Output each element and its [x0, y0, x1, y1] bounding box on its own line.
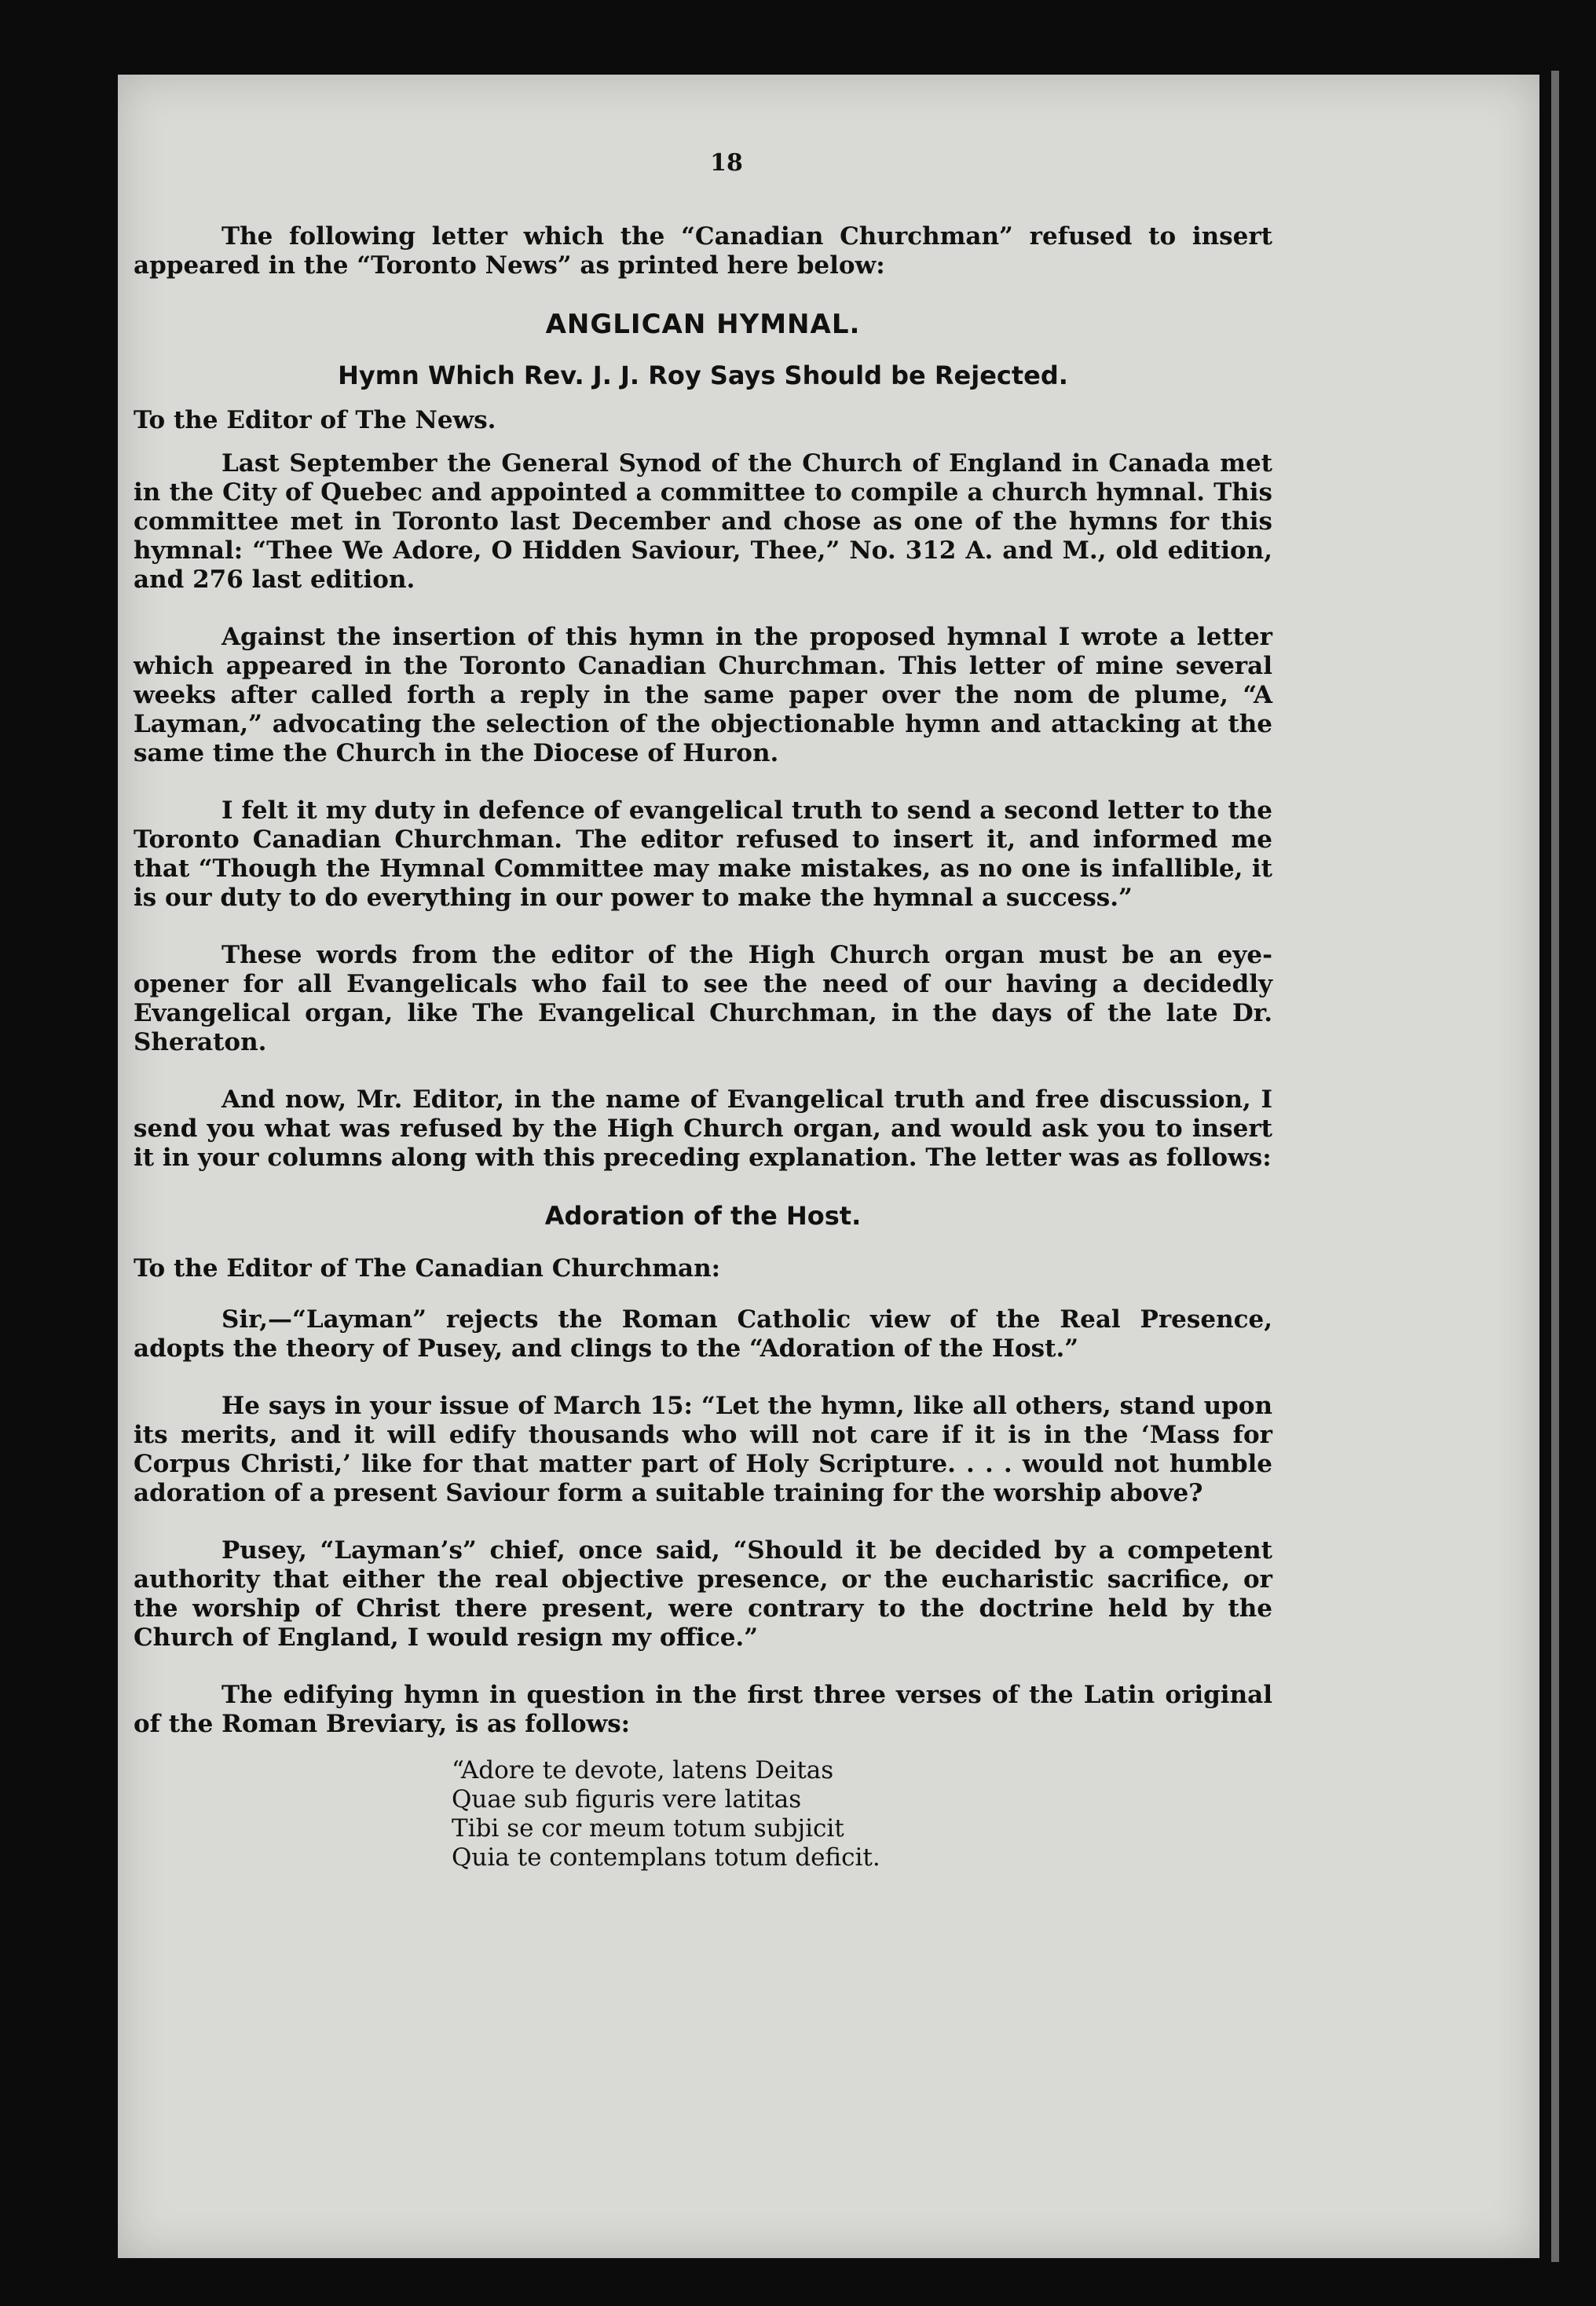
verse-line: Quia te contemplans totum deficit. [452, 1843, 880, 1872]
verse-line: Quae sub figuris vere latitas [452, 1785, 802, 1814]
verse-line: Tibi se cor meum totum subjicit [452, 1814, 844, 1843]
body-paragraph: Last September the General Synod of the Church of England in Canada met in the City of Quebec and appointed a committee to compile a church hymnal. This committee met in Toronto last December and chose as one of the hymns for this hymnal: “Thee We Adore, O Hidden Saviour, Thee,” No. 312 A. and M., old edition, and 276 last edition. [134, 449, 1272, 594]
verse-line: “Adore te devote, latens Deitas [452, 1756, 834, 1784]
letter-paragraph: He says in your issue of March 15: “Let the hymn, like all others, stand upon its merits, and it will edify thousands who will not care if it is in the ‘Mass for Corpus Christi,’ like for that matter part of Holy Scripture. . . . would not humble adoration of a present Saviour form a suitable training for the worship above? [134, 1392, 1272, 1507]
intro-paragraph: The following letter which the “Canadian Churchman” refused to insert appeared in the “Toronto News” as printed here below: [134, 222, 1272, 280]
article-heading: ANGLICAN HYMNAL. [545, 309, 861, 340]
letter-heading: Adoration of the Host. [544, 1201, 862, 1231]
page-text [134, 149, 1272, 1872]
body-paragraph: And now, Mr. Editor, in the name of Evangelical truth and free discussion, I send you what was refused by the High Church organ, and would ask you to insert it in your columns along with this preceding explanation. The letter was as follows: [134, 1085, 1272, 1172]
letter-paragraph: Sir,—“Layman” rejects the Roman Catholic view of the Real Presence, adopts the theory of Pusey, and clings to the “Adoration of the Host.” [134, 1305, 1272, 1363]
page-number: 18 [710, 149, 743, 177]
article-subheading: Hymn Which Rev. J. J. Roy Says Should be Rejected. [338, 361, 1068, 390]
body-paragraph: These words from the editor of the High Church organ must be an eye-opener for all Evangelicals who fail to see the need of our having a decidedly Evangelical organ, like The Evangelical Churchman, in the days of the late Dr. Sheraton. [134, 941, 1272, 1056]
body-paragraph: Against the insertion of this hymn in the proposed hymnal I wrote a letter which appeared in the Toronto Canadian Churchman. This letter of mine several weeks after called forth a reply in the same paper over the nom de plume, “A Layman,” advocating the selection of the objectionable hymn and attacking at the same time the Church in the Diocese of Huron. [134, 623, 1272, 767]
letter-paragraph: Pusey, “Layman’s” chief, once said, “Should it be decided by a competent authority that either the real objective presence, or the eucharistic sacrifice, or the worship of Christ there present, were contrary to the doctrine held by the Church of England, I would resign my office.” [134, 1536, 1272, 1652]
body-paragraph: I felt it my duty in defence of evangelical truth to send a second letter to the Toronto Canadian Churchman. The editor refused to insert it, and informed me that “Though the Hymnal Committee may make mistakes, as no one is infallible, it is our duty to do everything in our power to make the hymnal a success.” [134, 796, 1272, 912]
salutation-churchman: To the Editor of The Canadian Churchman: [134, 1254, 721, 1283]
latin-verse [452, 1756, 1272, 1872]
page-edge [1551, 71, 1559, 2262]
salutation-news: To the Editor of The News. [134, 406, 496, 434]
letter-paragraph: The edifying hymn in question in the first three verses of the Latin original of the Roman Breviary, is as follows: [134, 1681, 1272, 1738]
